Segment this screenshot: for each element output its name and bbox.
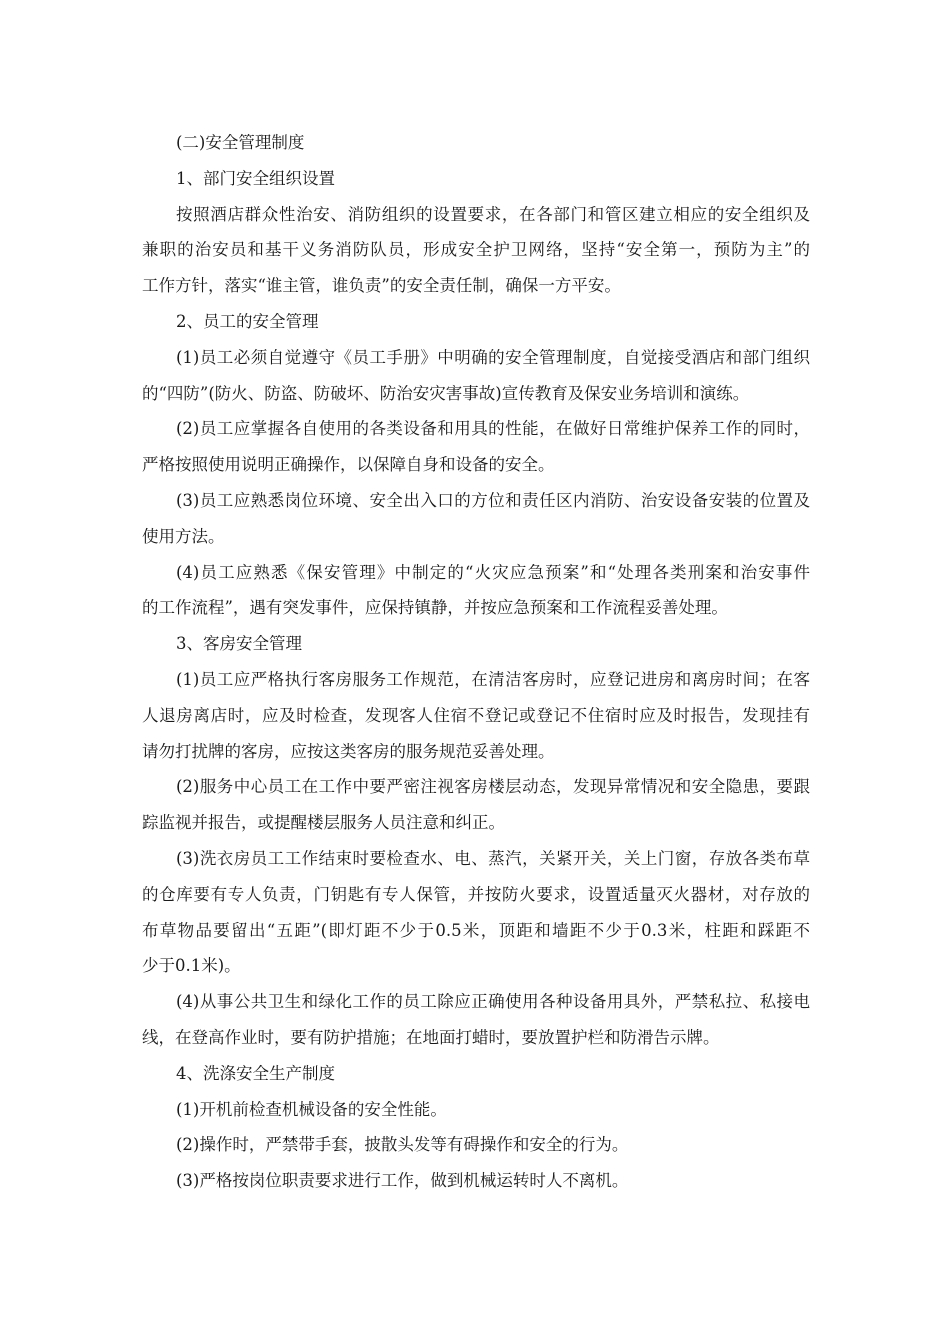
text-line: 3、客房安全管理 xyxy=(176,634,302,654)
text-line: (2)服务中心员工在工作中要严密注视客房楼层动态，发现异常情况和安全隐患，要跟 xyxy=(176,777,810,797)
text-line: (4)员工应熟悉《保安管理》中制定的“火灾应急预案”和“处理各类刑案和治安事件 xyxy=(176,562,810,582)
text-line: 请勿打扰牌的客房，应按这类客房的服务规范妥善处理。 xyxy=(142,741,555,761)
text-line: (3)员工应熟悉岗位环境、安全出入口的方位和责任区内消防、治安设备安装的位置及 xyxy=(176,490,810,510)
text-line: (3)洗衣房员工工作结束时要检查水、电、蒸汽，关紧开关，关上门窗，存放各类布草 xyxy=(176,848,810,868)
text-line: (4)从事公共卫生和绿化工作的员工除应正确使用各种设备用具外，严禁私拉、私接电 xyxy=(176,992,810,1012)
text-line: 人退房离店时，应及时检查，发现客人住宿不登记或登记不住宿时应及时报告，发现挂有 xyxy=(142,705,810,725)
text-line: 踪监视并报告，或提醒楼层服务人员注意和纠正。 xyxy=(142,813,505,833)
text-line: 按照酒店群众性治安、消防组织的设置要求，在各部门和管区建立相应的安全组织及 xyxy=(176,204,810,224)
text-line: 4、洗涤安全生产制度 xyxy=(176,1063,335,1083)
text-line: 工作方针，落实“谁主管，谁负责”的安全责任制，确保一方平安。 xyxy=(142,276,621,296)
text-line: (2)员工应掌握各自使用的各类设备和用具的性能，在做好日常维护保养工作的同时， xyxy=(176,419,810,439)
text-line: (二)安全管理制度 xyxy=(176,133,305,152)
text-line: 线，在登高作业时，要有防护措施；在地面打蜡时，要放置护栏和防滑告示牌。 xyxy=(142,1027,720,1047)
text-line: 布草物品要留出“五距”(即灯距不少于0.5米，顶距和墙距不少于0.3米，柱距和踩距不 xyxy=(142,920,810,940)
document-page xyxy=(142,125,810,1199)
text-line: 少于0.1米)。 xyxy=(142,956,241,976)
text-line: 使用方法。 xyxy=(142,526,225,546)
text-line: 严格按照使用说明正确操作，以保障自身和设备的安全。 xyxy=(142,455,555,475)
text-line: 的“四防”(防火、防盗、防破坏、防治安灾害事故)宣传教育及保安业务培训和演练。 xyxy=(142,383,750,403)
text-line: (2)操作时，严禁带手套，披散头发等有碍操作和安全的行为。 xyxy=(176,1135,629,1155)
text-line: 兼职的治安员和基干义务消防队员，形成安全护卫网络，坚持“安全第一，预防为主”的 xyxy=(142,240,810,260)
text-line: 1、部门安全组织设置 xyxy=(176,168,335,188)
text-line: (1)开机前检查机械设备的安全性能。 xyxy=(176,1099,447,1119)
text-line: 的工作流程”，遇有突发事件，应保持镇静，并按应急预案和工作流程妥善处理。 xyxy=(142,598,728,618)
text-line: 2、员工的安全管理 xyxy=(176,311,319,331)
text-line: (3)严格按岗位职责要求进行工作，做到机械运转时人不离机。 xyxy=(176,1171,629,1191)
text-line: (1)员工必须自觉遵守《员工手册》中明确的安全管理制度，自觉接受酒店和部门组织 xyxy=(176,347,810,367)
text-line: (1)员工应严格执行客房服务工作规范，在清洁客房时，应登记进房和离房时间；在客 xyxy=(176,669,810,689)
text-line: 的仓库要有专人负责，门钥匙有专人保管，并按防火要求，设置适量灭火器材，对存放的 xyxy=(142,884,810,904)
